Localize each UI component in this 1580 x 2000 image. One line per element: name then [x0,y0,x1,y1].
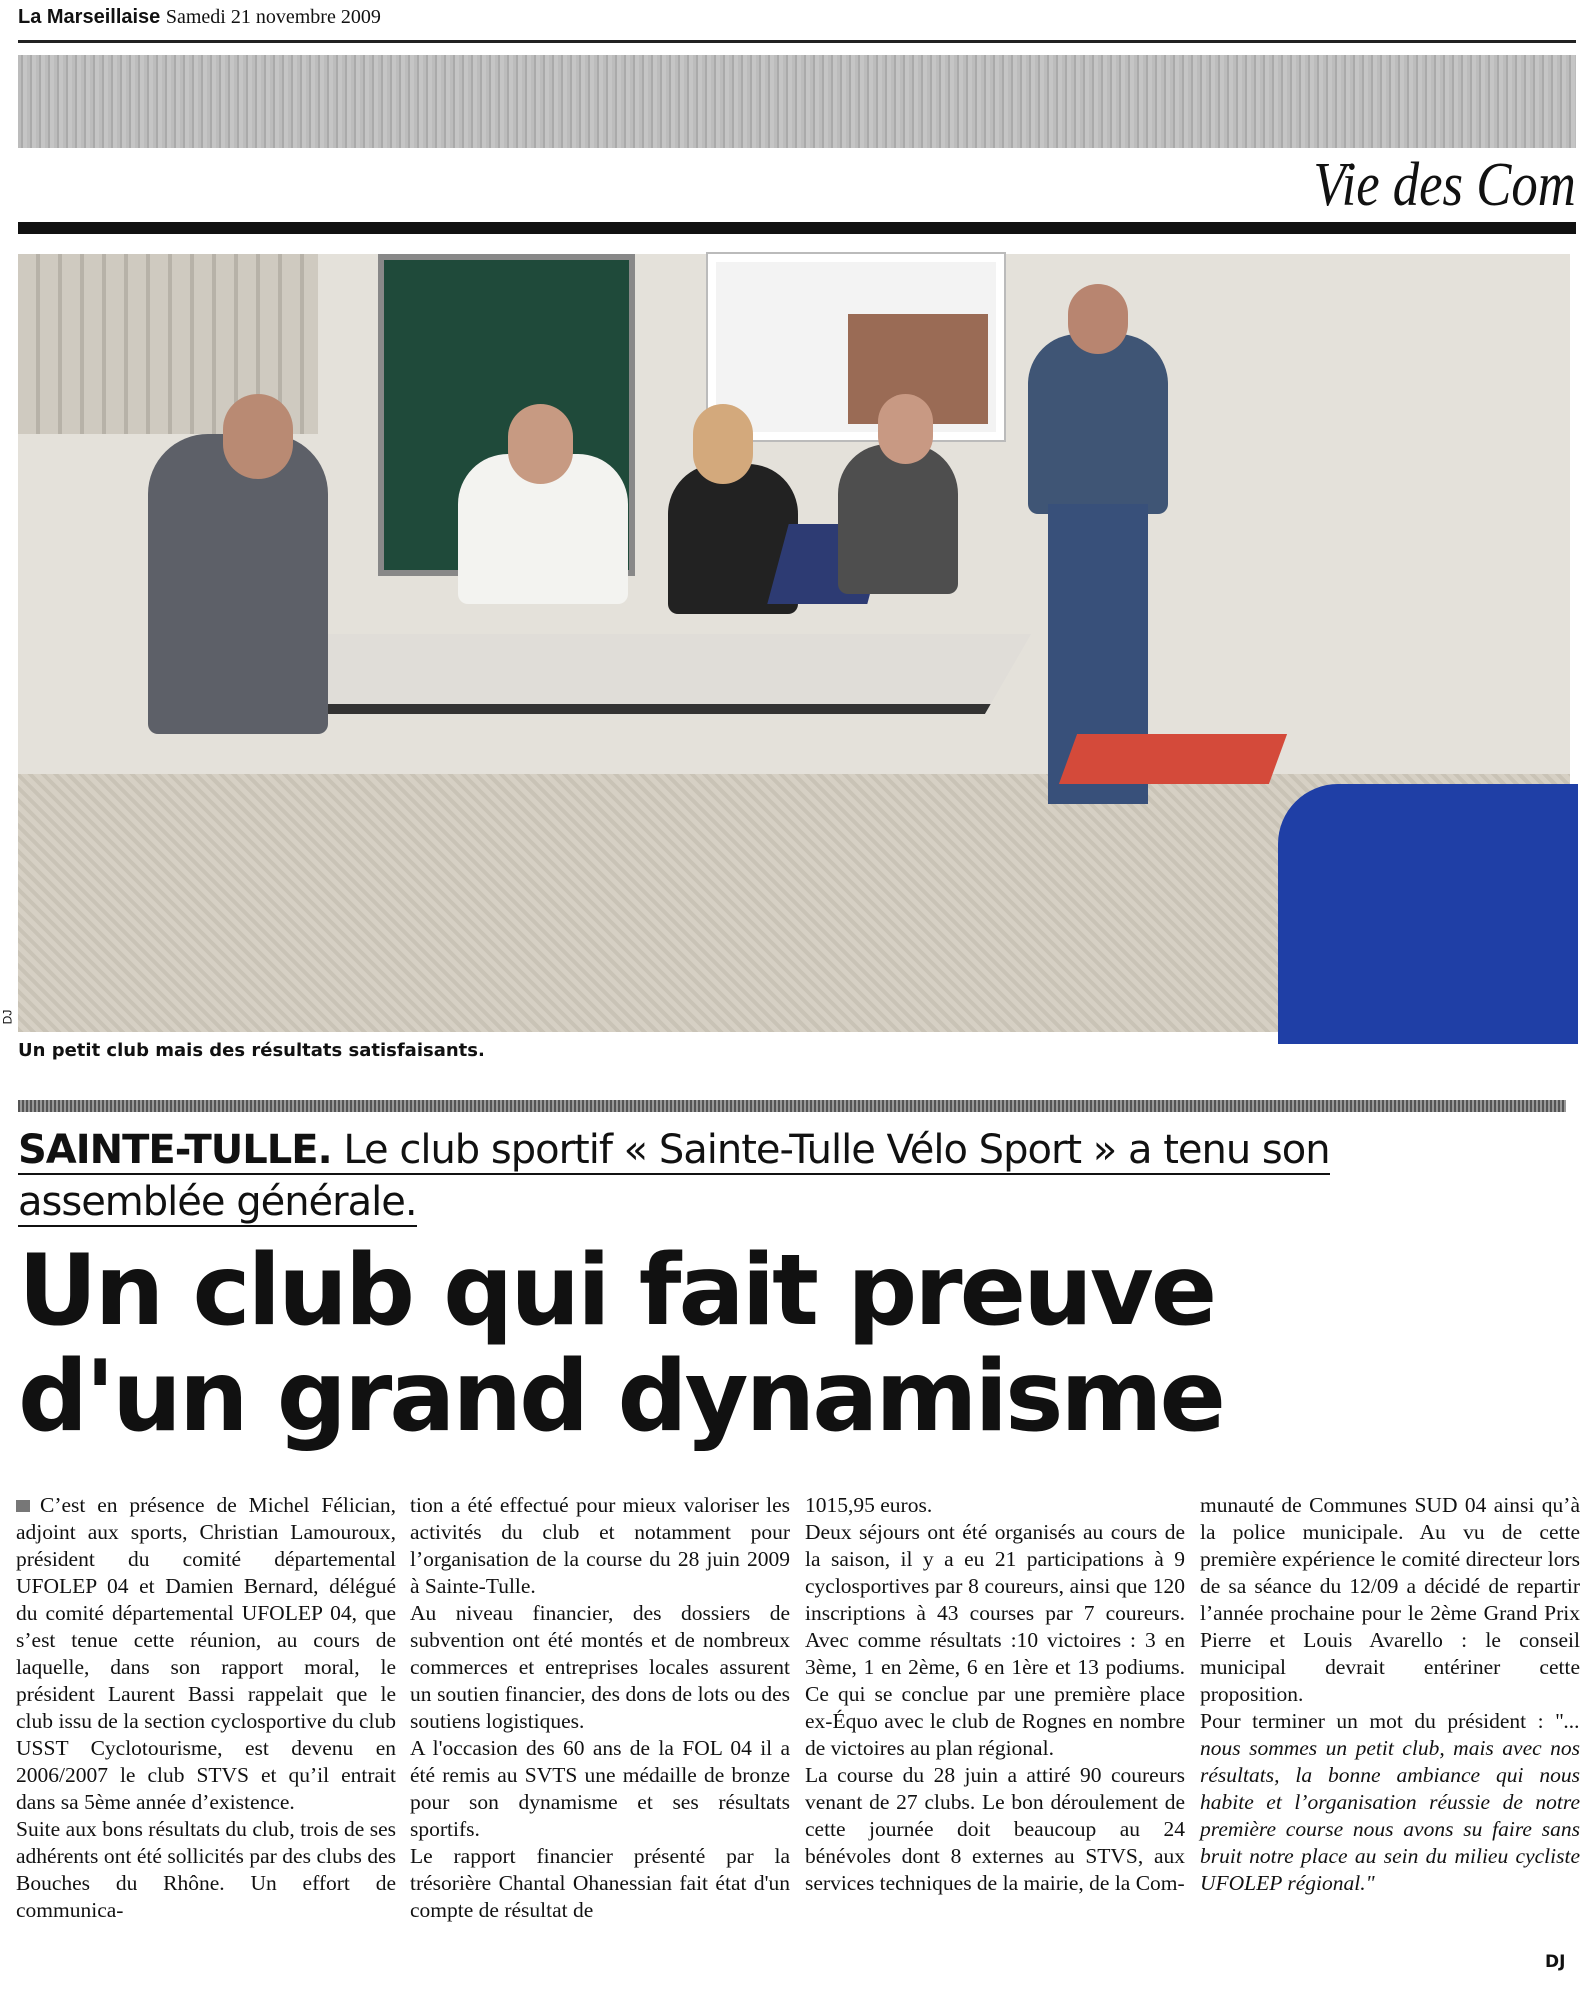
article-rule [18,1100,1566,1112]
body-column-2 [410,1492,790,1924]
kicker-text: Le club sportif « Sainte-Tulle Vélo Sport » a tenu son assemblée générale. [18,1127,1330,1225]
body-column-4 [1200,1492,1580,1897]
kicker-place: SAINTE-TULLE. [18,1127,332,1173]
headline-line-2: d'un grand dynamisme [18,1340,1224,1454]
masthead [18,6,381,29]
top-rule [18,40,1576,43]
section-title: Vie des Com [1313,151,1576,219]
lead-square-icon [16,1500,30,1512]
president-quote: ... nous sommes un petit club, mais avec nos résultats, la bonne ambiance qui nous habite et l’organisation réussie de notre première course nous avons su faire sans bruit notre place au sein du milieu cycliste UFOLEP régional." [1200,1709,1580,1895]
body-paragraph: munauté de Communes SUD 04 ainsi qu’à la police municipale. Au vu de cette première expérience le comité directeur lors de sa séance du 12/09 a décidé de repartir l’année prochaine pour le 2ème Grand Prix Pierre et Louis Avarello : le conseil municipal devrait entériner cette proposition. [1200,1493,1580,1706]
body-paragraph [1200,1708,1580,1897]
section-rule [18,222,1576,234]
newspaper-name: La Marseillaise [18,6,161,28]
article-kicker [18,1124,1488,1228]
body-paragraph: A l'occasion des 60 ans de la FOL 04 il a été remis au SVTS une médaille de bronze pour son dynamisme et ses résultats sportifs. [410,1736,790,1841]
body-column-3 [805,1492,1185,1897]
author-signature: DJ [1545,1952,1566,1972]
body-paragraph: 1015,95 euros. [805,1493,933,1517]
issue-date: Samedi 21 novembre 2009 [165,6,381,28]
body-paragraph: Le rapport financier présenté par la trésorière Chantal Ohanessian fait état d'un compte de résultat de [410,1844,790,1922]
photo-caption: Un petit club mais des résultats satisfaisants. [18,1040,485,1061]
body-paragraph [16,1492,396,1816]
photo-credit: DJ [0,1009,15,1025]
body-paragraph: Suite aux bons résultats du club, trois de ses adhérents ont été sollicités par des clubs des Bouches du Rhône. Un effort de communica- [16,1817,396,1922]
paragraph-text: C’est en présence de Michel Félician, adjoint aux sports, Christian Lamouroux, président du comité départemental UFOLEP 04 et Damien Bernard, délégué du comité départemental UFOLEP 04, que s’est tenue cette réunion, au cours de laquelle, dans son rapport moral, le président Laurent Bassi rappelait que le club issu de la section cyclosportive du club USST Cyclotourisme, est devenu en 2006/2007 le club STVS et qu’il entrait dans sa 5ème année d’existence. [16,1493,396,1814]
body-paragraph: Deux séjours ont été organisés au cours de la saison, il y a eu 21 participations à 9 cyclosportives par 8 coureurs, ainsi que 120 inscriptions à 43 courses par 7 coureurs. Avec comme résultats :10 victoires : 3 en 3ème, 1 en 2ème, 6 en 1ère et 13 podiums. Ce qui se conclue par une première place ex-Équo avec le club de Rognes en nombre de victoires au plan régional. [805,1520,1185,1760]
body-paragraph: tion a été effectué pour mieux valoriser les activités du club et notamment pour l’organisation de la course du 28 juin 2009 à Sainte-Tulle. [410,1493,790,1598]
quote-intro: Pour terminer un mot du président : " [1200,1709,1564,1733]
body-paragraph: La course du 28 juin a attiré 90 coureurs venant de 27 clubs. Le bon déroulement de cette journée doit beaucoup au 24 bénévoles dont 8 externes au STVS, aux services techniques de la mairie, de la Com- [805,1763,1185,1895]
body-column-1 [16,1492,396,1924]
article-photo [18,254,1570,1032]
grey-banner [18,55,1576,148]
article-headline [18,1234,1224,1454]
body-paragraph: Au niveau financier, des dossiers de subvention ont été montés et de nombreux commerces et entreprises locales assurent un soutien financier, des dons de lots ou des soutiens logistiques. [410,1601,790,1733]
headline-line-1: Un club qui fait preuve [18,1234,1215,1348]
